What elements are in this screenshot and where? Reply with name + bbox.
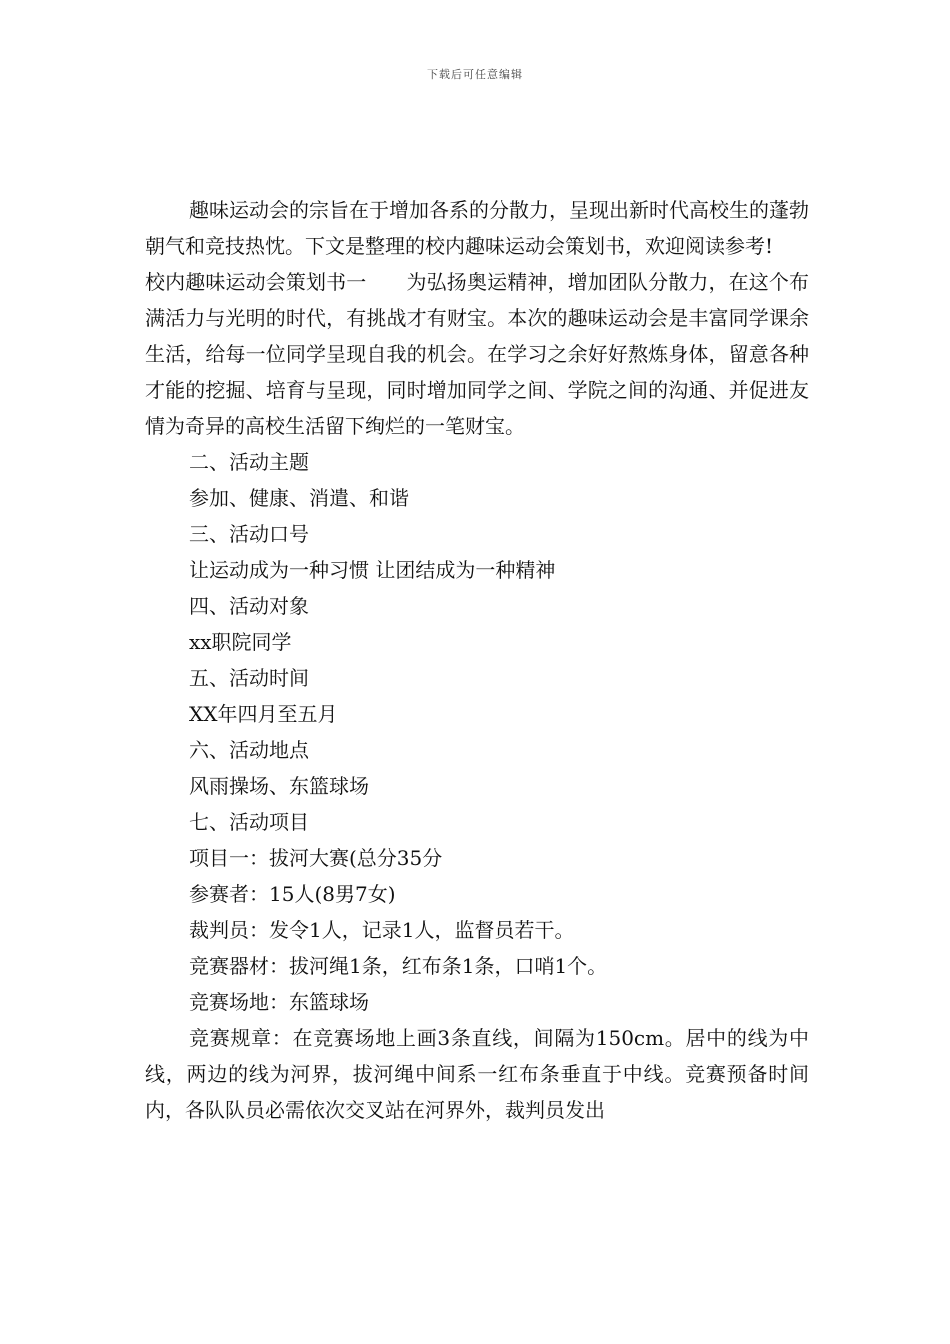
slogan-text: 让运动成为一种习惯 让团结成为一种精神: [189, 558, 556, 582]
theme-text: 参加、健康、消遣、和谐: [189, 486, 409, 510]
event-referees: 裁判员：发令1人，记录1人，监督员若干。: [189, 918, 575, 942]
page-header: 下载后可任意编辑: [427, 68, 523, 81]
event-venue: 竞赛场地：东篮球场: [189, 990, 369, 1014]
section-paragraph: [145, 264, 809, 444]
location-text: 风雨操场、东篮球场: [189, 774, 369, 798]
time-text: XX年四月至五月: [189, 702, 338, 726]
heading-theme: 二、活动主题: [189, 450, 309, 474]
heading-location: 六、活动地点: [189, 738, 309, 762]
document-body: [145, 192, 809, 1128]
heading-time: 五、活动时间: [189, 666, 309, 690]
audience-text: xx职院同学: [189, 630, 292, 654]
event-equipment: 竞赛器材：拔河绳1条，红布条1条，口哨1个。: [189, 954, 608, 978]
event-participants: 参赛者：15人(8男7女): [189, 882, 396, 906]
heading-slogan: 三、活动口号: [189, 522, 309, 546]
event-one-title: 项目一：拔河大赛(总分35分: [189, 846, 443, 870]
intro-paragraph: 趣味运动会的宗旨在于增加各系的分散力，呈现出新时代高校生的蓬勃朝气和竞技热忱。下文是整理的校内趣味运动会策划书，欢迎阅读参考!: [145, 198, 809, 258]
rules-paragraph: 竞赛规章：在竞赛场地上画3条直线，间隔为150cm。居中的线为中线，两边的线为河界，拔河绳中间系一红布条垂直于中线。竞赛预备时间内，各队队员必需依次交叉站在河界外，裁判员发出: [145, 1026, 809, 1122]
section-body: 为弘扬奥运精神，增加团队分散力，在这个布满活力与光明的时代，有挑战才有财宝。本次的趣味运动会是丰富同学课余生活，给每一位同学呈现自我的机会。在学习之余好好熬炼身体，留意各种才能的挖掘、培育与呈现，同时增加同学之间、学院之间的沟通、并促进友情为奇异的高校生活留下绚烂的一笔财宝。: [145, 270, 810, 438]
section-title: 校内趣味运动会策划书一: [145, 270, 367, 294]
heading-audience: 四、活动对象: [189, 594, 309, 618]
heading-events: 七、活动项目: [189, 810, 309, 834]
